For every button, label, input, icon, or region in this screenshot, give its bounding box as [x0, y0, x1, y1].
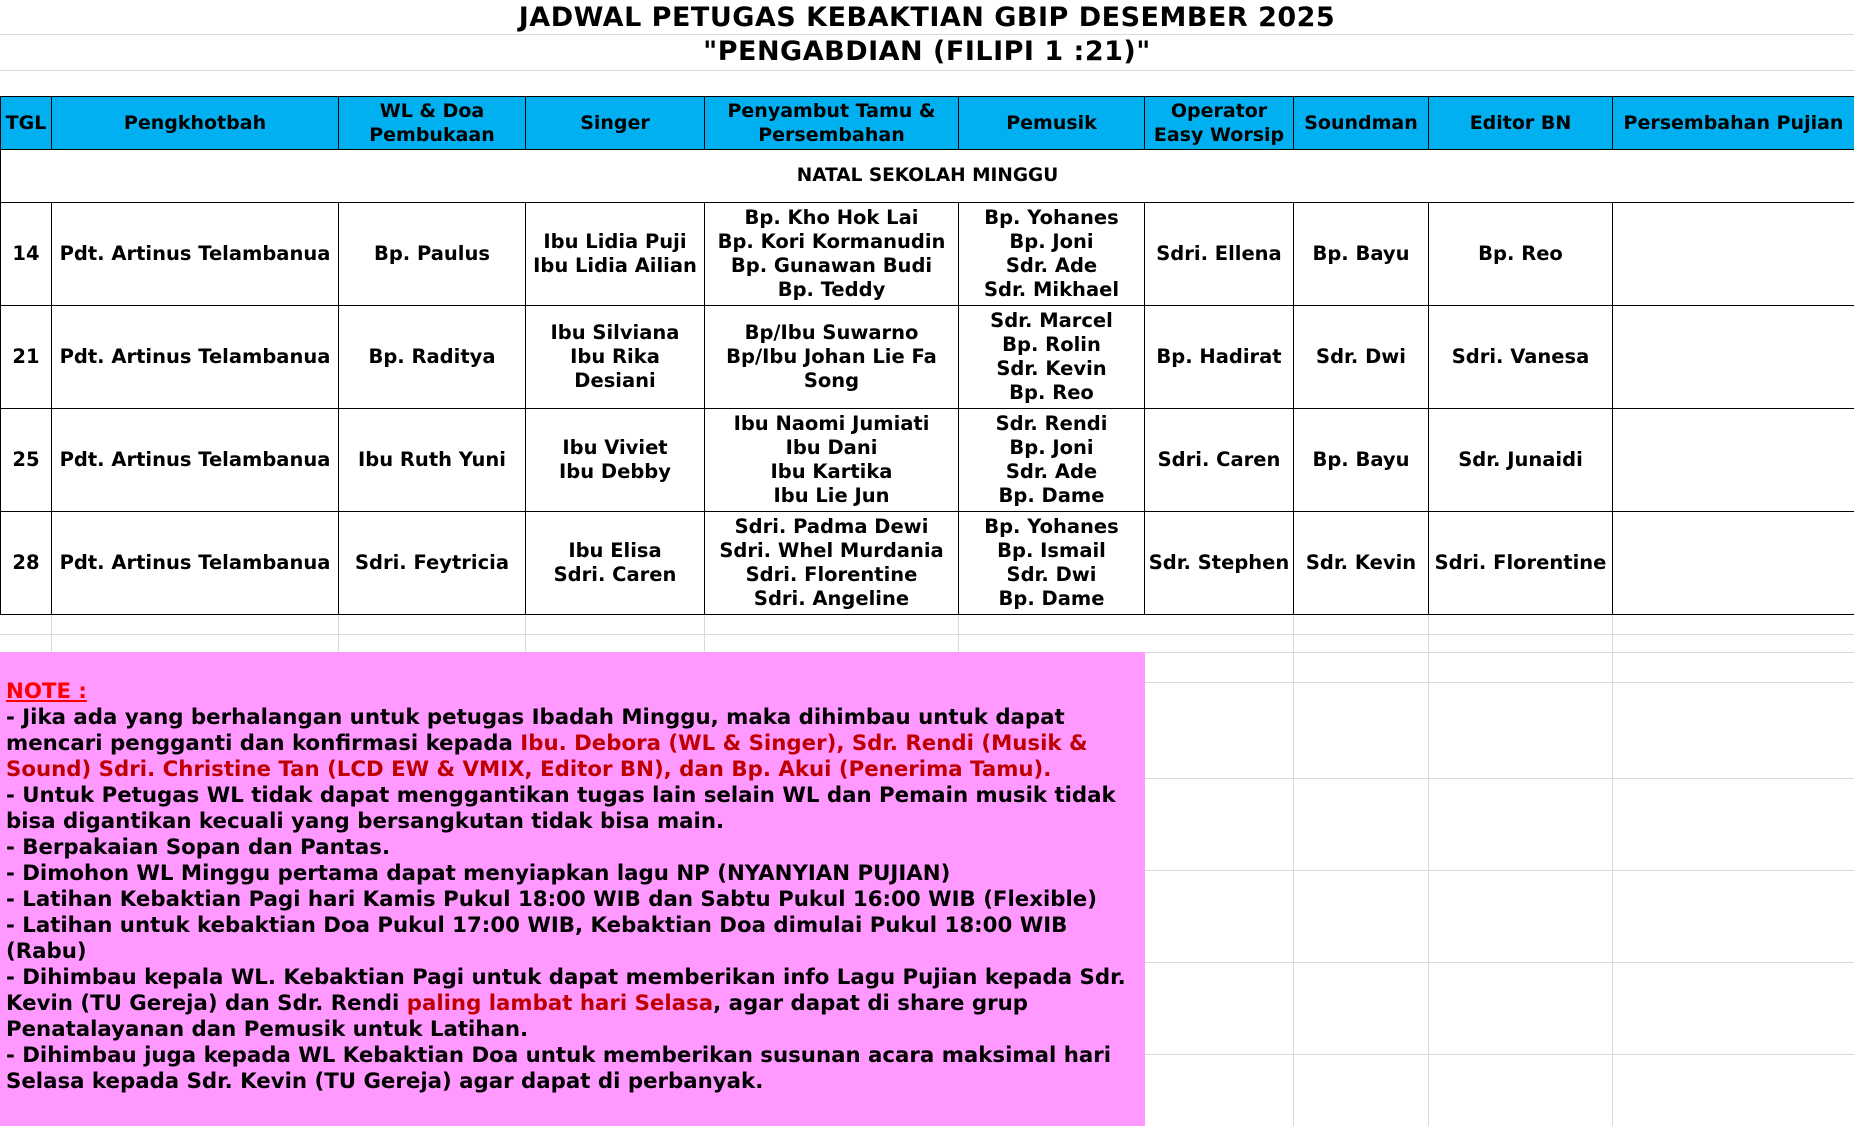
- cell-pemusik: Bp. Yohanes Bp. Ismail Sdr. Dwi Bp. Dame: [959, 512, 1145, 615]
- cell-operator: Bp. Hadirat: [1145, 306, 1294, 409]
- cell-persembahan-pujian: [1613, 409, 1854, 512]
- header-tgl: TGL: [1, 97, 52, 150]
- note-line: [6, 965, 1139, 991]
- cell-pemusik: Sdr. Rendi Bp. Joni Sdr. Ade Bp. Dame: [959, 409, 1145, 512]
- note-text: - Dihimbau kepala WL. Kebaktian Pagi untuk dapat memberikan info Lagu Pujian kepada Sdr.: [6, 965, 1126, 990]
- note-highlight: Ibu. Debora (WL & Singer), Sdr. Rendi (Musik &: [520, 731, 1088, 756]
- note-text: - Untuk Petugas WL tidak dapat menggantikan tugas lain selain WL dan Pemain musik tidak: [6, 783, 1116, 808]
- grid-line: [0, 70, 1854, 71]
- cell-tgl: 14: [1, 203, 52, 306]
- cell-pengkhotbah: Pdt. Artinus Telambanua: [52, 409, 339, 512]
- cell-penyambut: Ibu Naomi Jumiati Ibu Dani Ibu Kartika Ibu Lie Jun: [705, 409, 959, 512]
- note-box: [0, 652, 1145, 1126]
- empty-cell: [1, 615, 1854, 630]
- grid-line: [1293, 612, 1294, 1126]
- header-wl: WL & Doa Pembukaan: [339, 97, 526, 150]
- cell-wl: Bp. Raditya: [339, 306, 526, 409]
- note-title: NOTE :: [6, 679, 87, 704]
- grid-line: [1428, 612, 1429, 1126]
- cell-editor: Sdr. Junaidi: [1429, 409, 1613, 512]
- grid-line: [0, 34, 1854, 35]
- cell-editor: Sdri. Vanesa: [1429, 306, 1613, 409]
- note-text: Selasa kepada Sdr. Kevin (TU Gereja) agar dapat di perbanyak.: [6, 1069, 764, 1094]
- note-text: - Dihimbau juga kepada WL Kebaktian Doa untuk memberikan susunan acara maksimal hari: [6, 1043, 1112, 1068]
- note-line: [6, 835, 1139, 861]
- page-title: JADWAL PETUGAS KEBAKTIAN GBIP DESEMBER 2025: [518, 2, 1336, 33]
- note-text: mencari pengganti dan konfirmasi kepada: [6, 731, 521, 756]
- cell-pengkhotbah: Pdt. Artinus Telambanua: [52, 512, 339, 615]
- table-row: [1, 409, 1854, 512]
- note-line: [6, 731, 1139, 757]
- cell-singer: Ibu Viviet Ibu Debby: [526, 409, 705, 512]
- note-text: - Latihan untuk kebaktian Doa Pukul 17:00 WIB, Kebaktian Doa dimulai Pukul 18:00 WIB: [6, 913, 1068, 938]
- note-line: [6, 757, 1139, 783]
- note-text: , agar dapat di share grup: [713, 991, 1028, 1016]
- note-line: [6, 705, 1139, 731]
- note-line: [6, 783, 1139, 809]
- cell-singer: Ibu Elisa Sdri. Caren: [526, 512, 705, 615]
- page-subtitle: "PENGABDIAN (FILIPI 1 :21)": [703, 36, 1151, 67]
- note-text: Kevin (TU Gereja) dan Sdr. Rendi: [6, 991, 407, 1016]
- cell-penyambut: Bp. Kho Hok Lai Bp. Kori Kormanudin Bp. Gunawan Budi Bp. Teddy: [705, 203, 959, 306]
- cell-pengkhotbah: Pdt. Artinus Telambanua: [52, 203, 339, 306]
- header-singer: Singer: [526, 97, 705, 150]
- note-line: [6, 1017, 1139, 1043]
- header-pengkhotbah: Pengkhotbah: [52, 97, 339, 150]
- cell-penyambut: Bp/Ibu Suwarno Bp/Ibu Johan Lie Fa Song: [705, 306, 959, 409]
- note-text: - Berpakaian Sopan dan Pantas.: [6, 835, 391, 860]
- note-line: [6, 809, 1139, 835]
- note-line: [6, 1069, 1139, 1095]
- header-persembahan-pujian: Persembahan Pujian: [1613, 97, 1854, 150]
- grid-line: [0, 634, 1854, 635]
- schedule-table: [0, 96, 1854, 629]
- header-penyambut: Penyambut Tamu & Persembahan: [705, 97, 959, 150]
- cell-pengkhotbah: Pdt. Artinus Telambanua: [52, 306, 339, 409]
- header-row: [1, 97, 1854, 150]
- cell-persembahan-pujian: [1613, 203, 1854, 306]
- note-text: bisa digantikan kecuali yang bersangkutan tidak bisa main.: [6, 809, 725, 834]
- cell-persembahan-pujian: [1613, 512, 1854, 615]
- cell-singer: Ibu Lidia Puji Ibu Lidia Ailian: [526, 203, 705, 306]
- note-highlight: Sound) Sdri. Christine Tan (LCD EW & VMIX, Editor BN), dan Bp. Akui (Penerima Tamu).: [6, 757, 1052, 782]
- note-line: [6, 861, 1139, 887]
- cell-operator: Sdr. Stephen: [1145, 512, 1294, 615]
- header-editor: Editor BN: [1429, 97, 1613, 150]
- cell-persembahan-pujian: [1613, 306, 1854, 409]
- note-line: [6, 991, 1139, 1017]
- cell-singer: Ibu Silviana Ibu Rika Desiani: [526, 306, 705, 409]
- cell-tgl: 28: [1, 512, 52, 615]
- cell-soundman: Sdr. Kevin: [1294, 512, 1429, 615]
- cell-tgl: 25: [1, 409, 52, 512]
- table-row: [1, 203, 1854, 306]
- cell-pemusik: Bp. Yohanes Bp. Joni Sdr. Ade Sdr. Mikhael: [959, 203, 1145, 306]
- note-line: [6, 1043, 1139, 1069]
- note-text: - Dimohon WL Minggu pertama dapat menyiapkan lagu NP (NYANYIAN PUJIAN): [6, 861, 951, 886]
- header-operator: Operator Easy Worsip: [1145, 97, 1294, 150]
- empty-row: [1, 615, 1854, 630]
- cell-tgl: 21: [1, 306, 52, 409]
- cell-wl: Sdri. Feytricia: [339, 512, 526, 615]
- note-line: [6, 913, 1139, 939]
- cell-wl: Ibu Ruth Yuni: [339, 409, 526, 512]
- section-row: [1, 150, 1854, 203]
- note-line: [6, 939, 1139, 965]
- note-body: [6, 705, 1139, 1095]
- cell-soundman: Sdr. Dwi: [1294, 306, 1429, 409]
- cell-wl: Bp. Paulus: [339, 203, 526, 306]
- cell-penyambut: Sdri. Padma Dewi Sdri. Whel Murdania Sdri. Florentine Sdri. Angeline: [705, 512, 959, 615]
- cell-editor: Sdri. Florentine: [1429, 512, 1613, 615]
- note-text: - Latihan Kebaktian Pagi hari Kamis Pukul 18:00 WIB dan Sabtu Pukul 16:00 WIB (Flexible): [6, 887, 1097, 912]
- note-text: - Jika ada yang berhalangan untuk petugas Ibadah Minggu, maka dihimbau untuk dapat: [6, 705, 1065, 730]
- table-row: [1, 512, 1854, 615]
- section-label: NATAL SEKOLAH MINGGU: [1, 150, 1854, 203]
- note-text: Penatalayanan dan Pemusik untuk Latihan.: [6, 1017, 529, 1042]
- cell-operator: Sdri. Ellena: [1145, 203, 1294, 306]
- table-row: [1, 306, 1854, 409]
- cell-soundman: Bp. Bayu: [1294, 203, 1429, 306]
- cell-pemusik: Sdr. Marcel Bp. Rolin Sdr. Kevin Bp. Reo: [959, 306, 1145, 409]
- grid-line: [1612, 612, 1613, 1126]
- note-line: [6, 887, 1139, 913]
- header-pemusik: Pemusik: [959, 97, 1145, 150]
- note-text: (Rabu): [6, 939, 87, 964]
- cell-operator: Sdri. Caren: [1145, 409, 1294, 512]
- note-highlight: paling lambat hari Selasa: [406, 991, 714, 1016]
- cell-editor: Bp. Reo: [1429, 203, 1613, 306]
- cell-soundman: Bp. Bayu: [1294, 409, 1429, 512]
- header-soundman: Soundman: [1294, 97, 1429, 150]
